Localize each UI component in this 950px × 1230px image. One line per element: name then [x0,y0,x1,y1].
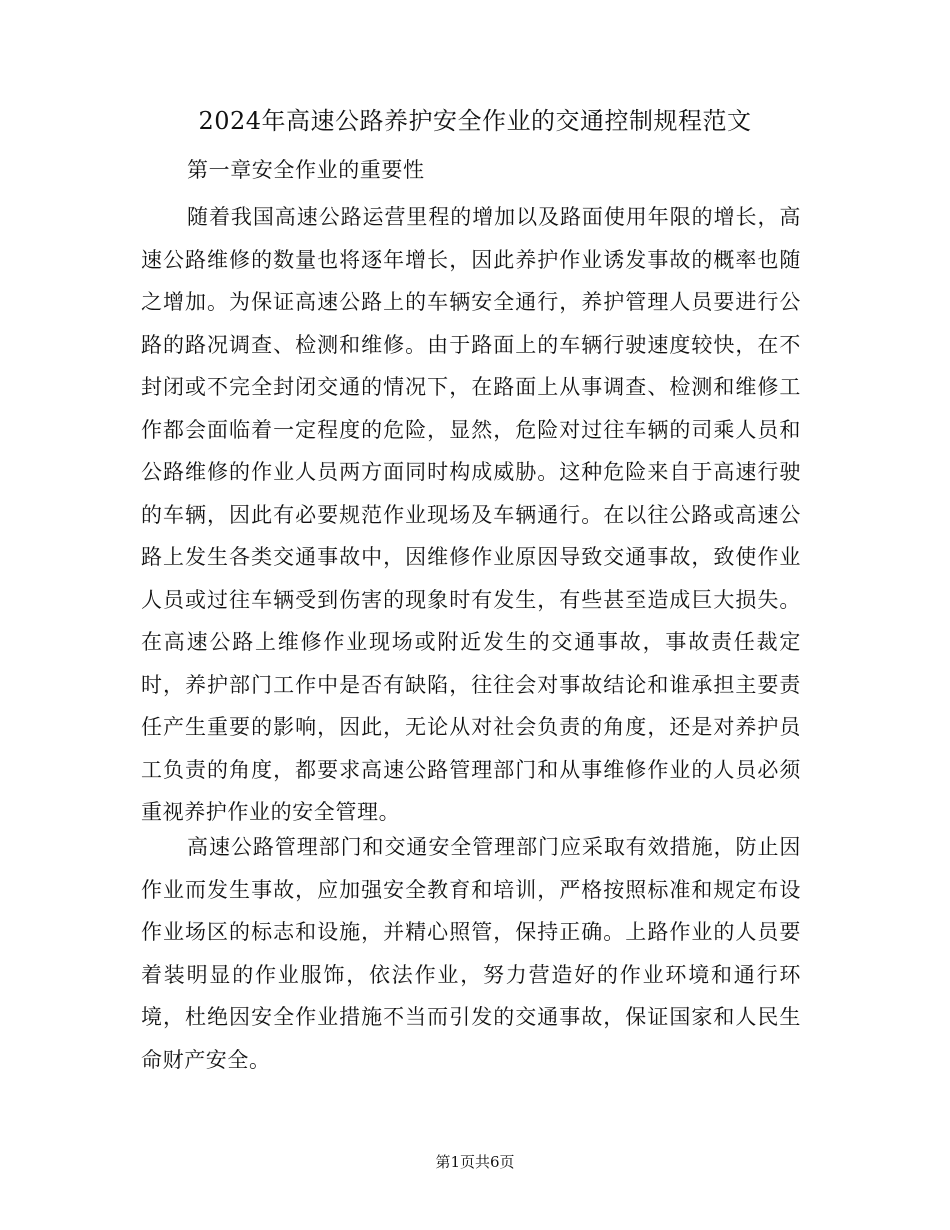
paragraph-text: 高速公路管理部门和交通安全管理部门应采取有效措施，防止因作业而发生事故，应加强安全教育和培训，严格按照标准和规定布设作业场区的标志和设施，并精心照管，保持正确。上路作业的人员要着装明显的作业服饰，依法作业，努力营造好的作业环境和通行环境，杜绝因安全作业措施不当而引发的交通事故，保证国家和人民生命财产安全。 [141,835,801,1072]
document-title: 2024年高速公路养护安全作业的交通控制规程范文 [198,107,752,135]
chapter-heading: 第一章安全作业的重要性 [187,158,425,182]
paragraph-text: 随着我国高速公路运营里程的增加以及路面使用年限的增长，高速公路维修的数量也将逐年增长，因此养护作业诱发事故的概率也随之增加。为保证高速公路上的车辆安全通行，养护管理人员要进行公路的路况调查、检测和维修。由于路面上的车辆行驶速度较快，在不封闭或不完全封闭交通的情况下，在路面上从事调查、检测和维修工作都会面临着一定程度的危险，显然，危险对过往车辆的司乘人员和公路维修的作业人员两方面同时构成威胁。这种危险来自于高速行驶的车辆，因此有必要规范作业现场及车辆通行。在以往公路或高速公路上发生各类交通事故中，因维修作业原因导致交通事故，致使作业人员或过往车辆受到伤害的现象时有发生，有些甚至造成巨大损失。在高速公路上维修作业现场或附近发生的交通事故，事故责任裁定时，养护部门工作中是否有缺陷，往往会对事故结论和谁承担主要责任产生重要的影响，因此，无论从对社会负责的角度，还是对养护员工负责的角度，都要求高速公路管理部门和从事维修作业的人员必须重视养护作业的安全管理。 [141,205,801,824]
paragraph-1 [141,196,801,834]
page-number-footer: 第1页共6页 [435,1153,515,1171]
paragraph-2 [141,826,801,1081]
